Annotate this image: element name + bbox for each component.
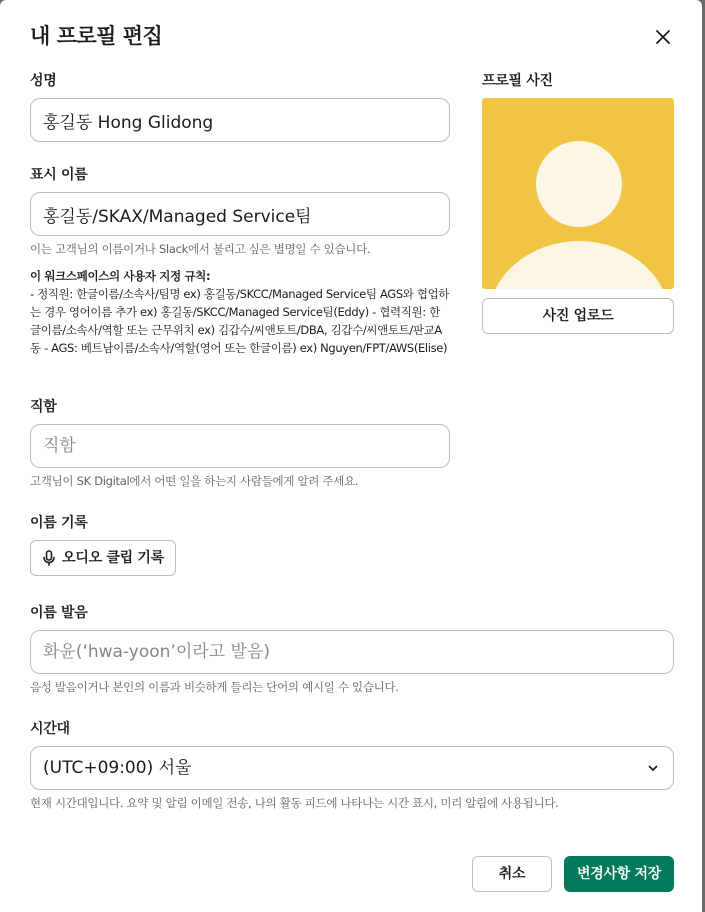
cancel-button[interactable]: 취소	[472, 856, 552, 892]
profile-photo-label: 프로필 사진	[482, 73, 553, 89]
chevron-down-icon	[647, 762, 659, 774]
pronunciation-help: 음성 발음이거나 본인의 이름과 비슷하게 들리는 단어의 예시일 수 있습니다.	[30, 680, 399, 694]
timezone-label: 시간대	[30, 721, 70, 737]
workspace-naming-rules	[30, 267, 450, 357]
job-title-input[interactable]	[30, 424, 450, 468]
save-changes-button[interactable]: 변경사항 저장	[564, 856, 674, 892]
job-title-label: 직함	[30, 399, 57, 415]
default-avatar-icon	[482, 98, 674, 289]
profile-photo-avatar	[482, 98, 674, 289]
job-title-help: 고객님이 SK Digital에서 어떤 일을 하는지 사람들에게 알려 주세요.	[30, 474, 359, 488]
rules-body: - 정직원: 한글이름/소속사/팀명 ex) 홍길동/SKCC/Managed Service팀 AGS와 협업하는 경우 영어이름 추가 ex) 홍길동/SKCC/Managed Service팀(Eddy) - 협력직원: 한글이름/소속사/역할 또는 근무위치 ex) 김갑수/씨앤토트/DBA, 김갑수/씨앤토트/판교A동 - AGS: 베트남이름/소속사/역할(영어 또는 한글이름) ex) Nguyen/FPT/AWS(Elise)	[30, 287, 450, 355]
modal-title: 내 프로필 편집	[30, 24, 163, 48]
name-recording-label: 이름 기록	[30, 515, 88, 531]
timezone-value: (UTC+09:00) 서울	[43, 758, 192, 778]
pronunciation-input[interactable]	[30, 630, 674, 674]
timezone-select[interactable]	[30, 746, 674, 790]
record-audio-clip-button[interactable]	[30, 540, 176, 576]
upload-photo-button[interactable]: 사진 업로드	[482, 298, 674, 334]
display-name-input[interactable]	[30, 192, 450, 236]
microphone-icon	[42, 550, 56, 566]
close-button[interactable]	[650, 24, 676, 50]
record-audio-clip-label: 오디오 클립 기록	[62, 550, 164, 566]
full-name-input[interactable]	[30, 98, 450, 142]
display-name-label: 표시 이름	[30, 167, 88, 183]
rules-title: 이 워크스페이스의 사용자 지정 규칙:	[30, 269, 211, 283]
timezone-help: 현재 시간대입니다. 요약 및 알림 이메일 전송, 나의 활동 피드에 나타나는 시간 표시, 미리 알림에 사용됩니다.	[30, 796, 559, 810]
pronunciation-label: 이름 발음	[30, 605, 88, 621]
close-icon	[650, 24, 676, 50]
display-name-help: 이는 고객님의 이름이거나 Slack에서 불리고 싶은 별명일 수 있습니다.	[30, 242, 371, 256]
full-name-label: 성명	[30, 73, 57, 89]
